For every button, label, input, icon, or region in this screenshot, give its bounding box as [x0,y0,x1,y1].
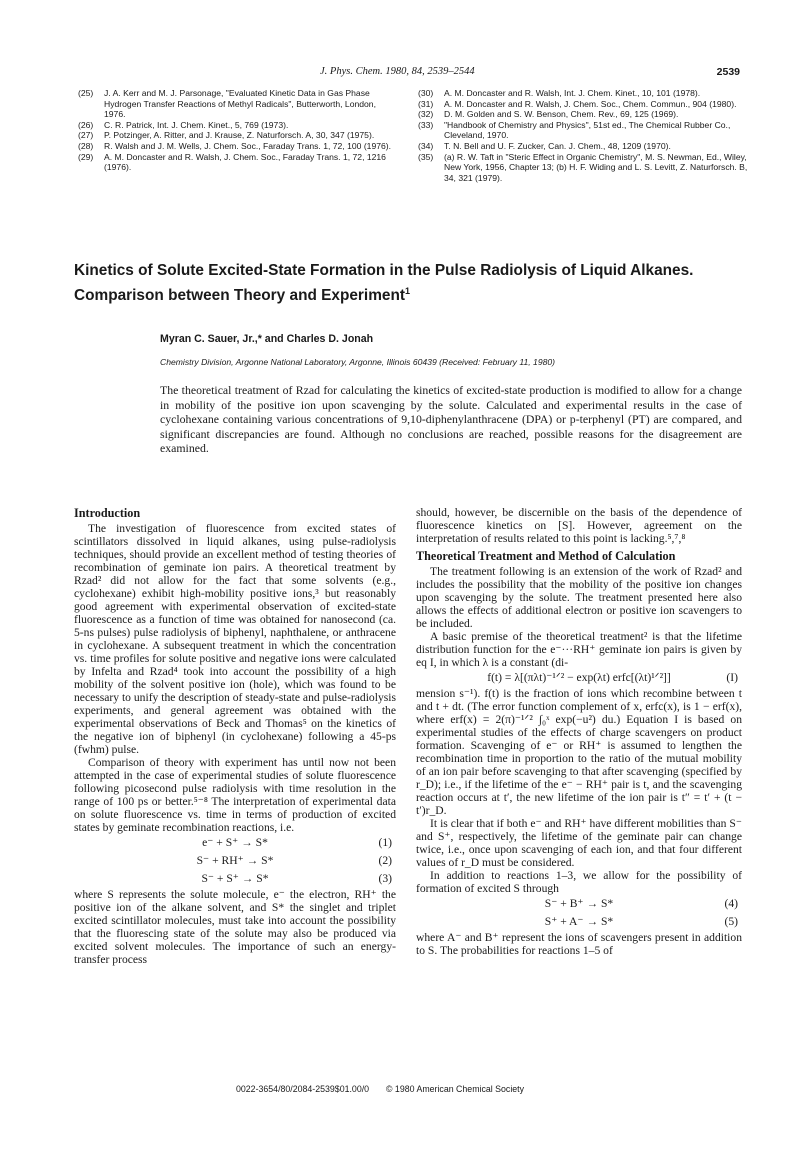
equation-number: (I) [726,671,738,684]
section-heading-introduction: Introduction [74,506,141,520]
paragraph: where S represents the solute molecule, e⁻ the electron, RH⁺ the positive ion of the alkane solvent, and S* the singlet and triplet excited scintillator molecules, must take into account the possibility that the fluorescing state of the solute may also be produced via excited solvent molecules. The importance of such an energy-transfer process [74,888,396,966]
reference-item [78,152,396,173]
reference-item [418,88,748,99]
reference-text: (a) R. W. Taft in "Steric Effect in Organic Chemistry", M. S. Newman, Ed., Wiley, New York, 1956, Chapter 13; (b) H. F. Widing and L. S. Levitt, Z. Naturforsch. B, 34, 321 (1979). [444,151,748,183]
reference-item [418,141,748,152]
paragraph: Comparison of theory with experiment has until now not been attempted in the case of experimental studies of solute fluorescence following picosecond pulse radiolysis with time resolution in the range of 100 ps or better.⁵⁻⁸ The interpretation of experimental data on solute fluorescence vs. time in terms of production of excited states by geminate recombination reactions, i.e. [74,756,396,834]
title-line-1: Kinetics of Solute Excited-State Formation in the Pulse Radiolysis of Liquid Alkanes. [74,262,694,279]
reference-item [78,130,396,141]
title-line-2-text: Comparison between Theory and Experiment [74,287,405,305]
reference-number: (33) [418,119,434,130]
equation-1 [74,834,396,852]
reference-number: (25) [78,88,94,98]
equation-text: S⁻ + S⁺ → S* [201,872,269,885]
reference-text: D. M. Golden and S. W. Benson, Chem. Rev., 69, 125 (1969). [444,109,679,120]
running-head [0,66,808,80]
copyright-notice: © 1980 American Chemical Society [386,1084,525,1094]
paragraph: A basic premise of the theoretical treatment² is that the lifetime distribution function for the e⁻···RH⁺ geminate ion pairs is given by eq I, in which λ is a constant (di- [416,630,742,669]
equation-number: (4) [724,897,738,910]
paragraph: should, however, be discernible on the basis of the dependence of fluorescence kinetics on [S]. However, agreement on the interpretation of results related to this point is lacking.⁵,⁷,⁸ [416,506,742,545]
body-right-column [416,506,742,957]
equation-text: S⁺ + A⁻ → S* [544,915,614,928]
reference-text: J. A. Kerr and M. J. Parsonage, "Evaluated Kinetic Data in Gas Phase Hydrogen Transfer Reactions of Methyl Radicals", Butterworth, London, 1976. [104,88,376,120]
reference-item [78,88,396,120]
equation-number: (3) [378,872,392,885]
equation-3 [74,870,396,888]
reference-text: T. N. Bell and U. F. Zucker, Can. J. Chem., 48, 1209 (1970). [444,140,671,151]
reference-number: (31) [418,98,434,109]
reference-item [418,99,748,110]
reference-text: P. Potzinger, A. Ritter, and J. Krause, Z. Naturforsch. A, 30, 347 (1975). [104,130,375,141]
equation-2 [74,852,396,870]
references-right-column [418,88,748,183]
paragraph: where A⁻ and B⁺ represent the ions of scavengers present in addition to S. The probabilities for reactions 1–5 of [416,931,742,957]
equation-4 [416,895,742,913]
reference-item [418,152,748,184]
equation-5 [416,913,742,931]
author-list: Myran C. Sauer, Jr.,* and Charles D. Jonah [160,333,374,345]
page-number: 2539 [716,66,740,78]
equation-number: (5) [724,915,738,928]
title-footnote-mark: 1 [404,286,410,296]
section-heading-theory: Theoretical Treatment and Method of Calculation [416,549,676,563]
reference-number: (29) [78,151,94,162]
paragraph: The treatment following is an extension of the work of Rzad² and includes the possibility that the mobility of the positive ion changes upon scavenging by the solute. The treatment presented here also allows the effects of additional electron or positive ion scavengers to be included. [416,565,742,630]
title-line-2 [74,281,754,306]
reference-number: (34) [418,140,434,151]
journal-citation: J. Phys. Chem. 1980, 84, 2539–2544 [320,66,475,77]
reference-number: (35) [418,151,434,162]
reference-text: A. M. Doncaster and R. Walsh, J. Chem. Soc., Chem. Commun., 904 (1980). [444,98,737,109]
references-left-column [78,88,396,173]
reference-text: A. M. Doncaster and R. Walsh, Int. J. Chem. Kinet., 10, 101 (1978). [444,88,701,98]
reference-item [78,141,396,152]
reference-number: (28) [78,140,94,151]
equation-number: (1) [378,836,392,849]
article-title [74,260,754,306]
reference-text: A. M. Doncaster and R. Walsh, J. Chem. Soc., Faraday Trans. 1, 72, 1216 (1976). [104,151,386,173]
paragraph: It is clear that if both e⁻ and RH⁺ have different mobilities than S⁻ and S⁺, respectively, the lifetime of the geminate pair can change twice, i.e., once upon scavenging of each ion, and that four different values of r_D must be considered. [416,817,742,869]
equation-text: f(t) = λ[(πλt)⁻¹ᐟ² − exp(λt) erfc[(λt)¹ᐟ²]] [487,671,671,684]
affiliation: Chemistry Division, Argonne National Laboratory, Argonne, Illinois 60439 (Received: February 11, 1980) [160,357,556,367]
equation-text: S⁻ + B⁺ → S* [544,897,614,910]
reference-item [418,120,748,141]
reference-number: (27) [78,130,94,141]
paragraph: The investigation of fluorescence from excited states of scintillators dissolved in liquid alkanes, using pulse-radiolysis techniques, should provide an excellent method of testing theories of recombination of geminate ion pairs. A theoretical treatment by Rzad² did not allow for the fact that some solvents (e.g., cyclohexane) exhibit high-mobility positive ions,³ but reasonably good agreement with experimental observation of excited-state fluorescence as a function of time was obtained for nanosecond (ca. 5-ns pulses) pulse radiolysis of biphenyl, naphthalene, or anthracene in cyclohexane. A subsequent treatment in which the concentration vs. time profiles for solute positive and negative ions were calculated by Infelta and Rzad⁴ took into account the possibility of a high mobility of the solvent positive ion (hole), which was found to be necessary to unify the description of steady-state and pulse-radiolysis experiments, and general agreement was obtained with the experimental observations of Beck and Thomas⁵ on the kinetics of the negative ion of biphenyl (in cyclohexane) following a 45-ps (fwhm) pulse. [74,522,396,756]
equation-text: e⁻ + S⁺ → S* [202,836,268,849]
reference-text: R. Walsh and J. M. Wells, J. Chem. Soc., Faraday Trans. 1, 72, 100 (1976). [104,140,392,151]
equation-I [416,669,742,687]
body-left-column [74,506,396,966]
paragraph: mension s⁻¹). f(t) is the fraction of ions which recombine between t and t + dt. (The error function complement of x, erfc(x), is 1 − erf(x), where erf(x) = 2(π)⁻¹ᐟ² ∫₀ˣ exp(−u²) du.) Equation I is based on experimental studies of the effects of charge scavengers on product formation. Scavenging of e⁻ or RH⁺ is assumed to lengthen the recombination time in proportion to the ratio of the mutual mobility of an ion pair before scavenging to that after scavenging (specified by r_D); i.e., if the lifetime of the e⁻ − RH⁺ pair is t, and the scavenging reaction occurs at t′, the new lifetime of the ion pair is t″ = t′ + (t − t′)r_D. [416,687,742,817]
article-code: 0022-3654/80/2084-2539$01.00/0 [236,1084,370,1094]
reference-item [78,120,396,131]
equation-text: S⁻ + RH⁺ → S* [196,854,274,867]
reference-number: (30) [418,88,434,98]
abstract: The theoretical treatment of Rzad for calculating the kinetics of excited-state production is modified to allow for a change in mobility of the positive ion upon scavenging by the solute. Calculated and experimental results in the case of cyclohexane containing various concentrations of 9,10-diphenylanthracene (DPA) or p-terphenyl (PT) are compared, and significant discrepancies are found. Although no conclusions are reached, possible reasons for the disagreement are examined. [160,383,742,456]
paragraph: In addition to reactions 1–3, we allow for the possibility of formation of excited S through [416,869,742,895]
reference-text: "Handbook of Chemistry and Physics", 51st ed., The Chemical Rubber Co., Cleveland, 1970. [444,119,731,141]
reference-number: (32) [418,109,434,120]
reference-text: C. R. Patrick, Int. J. Chem. Kinet., 5, 769 (1973). [104,119,289,130]
equation-number: (2) [378,854,392,867]
reference-item [418,109,748,120]
reference-number: (26) [78,119,94,130]
